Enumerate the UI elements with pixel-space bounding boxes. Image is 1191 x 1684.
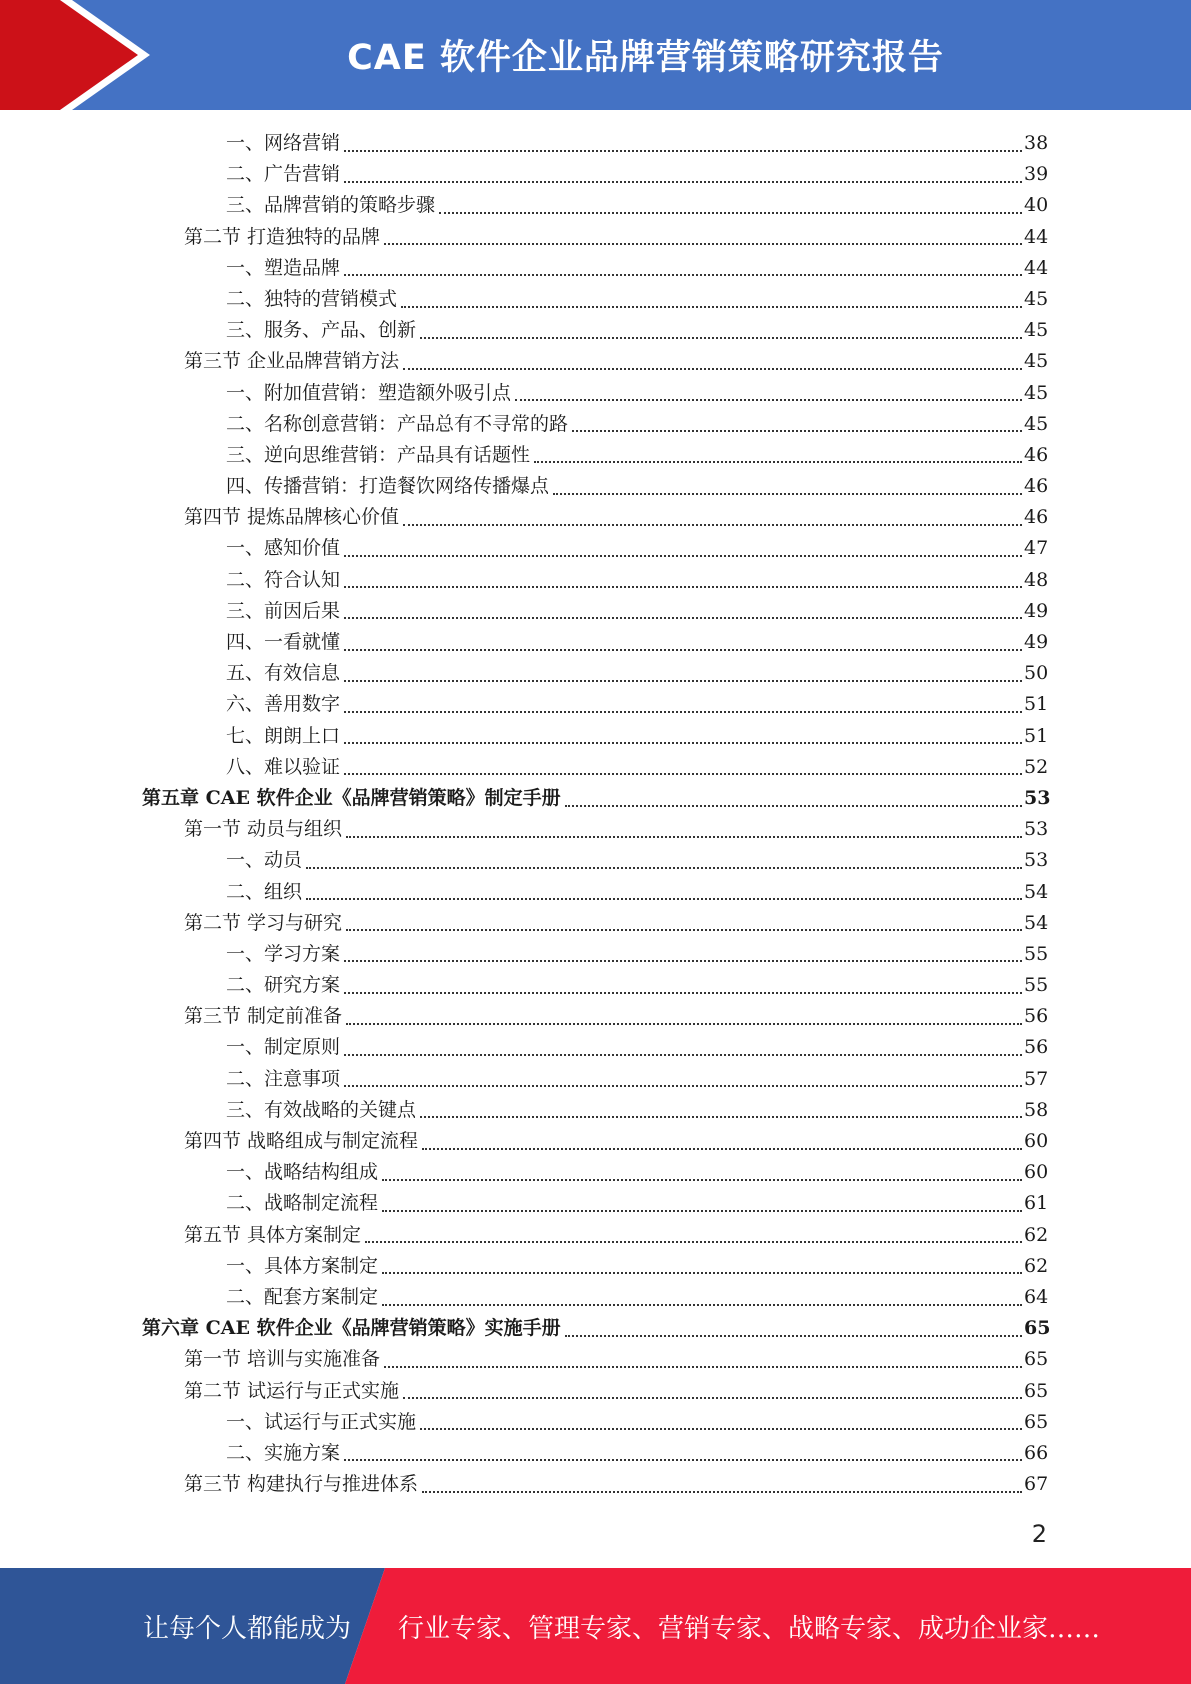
toc-dot-leader <box>384 243 1022 245</box>
toc-entry-label: 二、配套方案制定 <box>226 1285 379 1308</box>
toc-entry-label: 三、逆向思维营销：产品具有话题性 <box>226 443 531 466</box>
toc-entry-page: 60 <box>1024 1161 1049 1184</box>
toc-section-entry[interactable] <box>0 346 1191 377</box>
toc-dot-leader <box>344 1054 1022 1056</box>
toc-entry-label: 二、名称创意营销：产品总有不寻常的路 <box>226 412 569 435</box>
toc-subsection-entry[interactable] <box>0 1095 1191 1126</box>
toc-subsection-entry[interactable] <box>0 658 1191 689</box>
toc-entry-label: 二、组织 <box>226 880 303 903</box>
toc-entry-label: 一、制定原则 <box>226 1036 341 1059</box>
toc-dot-leader <box>344 586 1022 588</box>
toc-entry-label: 二、独特的营销模式 <box>226 287 398 310</box>
toc-entry-page: 67 <box>1024 1473 1049 1496</box>
toc-subsection-entry[interactable] <box>0 1188 1191 1219</box>
toc-entry-label: 二、符合认知 <box>226 568 341 591</box>
toc-dot-leader <box>422 1148 1022 1150</box>
toc-dot-leader <box>365 1241 1022 1243</box>
toc-entry-label: 一、学习方案 <box>226 942 341 965</box>
toc-entry-page: 48 <box>1024 568 1049 591</box>
toc-dot-leader <box>346 929 1022 931</box>
toc-entry-page: 44 <box>1024 256 1049 279</box>
toc-entry-label: 二、广告营销 <box>226 163 341 186</box>
header-banner <box>0 0 1191 110</box>
toc-dot-leader <box>344 617 1022 619</box>
toc-dot-leader <box>346 836 1022 838</box>
toc-dot-leader <box>344 680 1022 682</box>
toc-entry-label: 第一节 动员与组织 <box>184 818 343 841</box>
toc-entry-page: 38 <box>1024 132 1049 154</box>
table-of-contents <box>0 128 1191 1500</box>
header-chevron-decoration <box>0 0 160 110</box>
toc-entry-page: 50 <box>1024 662 1049 685</box>
toc-entry-page: 49 <box>1024 631 1049 653</box>
toc-entry-page: 53 <box>1024 818 1049 841</box>
toc-dot-leader <box>306 898 1022 900</box>
toc-section-entry[interactable] <box>0 1344 1191 1375</box>
toc-entry-label: 一、附加值营销：塑造额外吸引点 <box>226 381 512 404</box>
toc-dot-leader <box>572 430 1022 432</box>
toc-entry-page: 55 <box>1024 974 1049 997</box>
toc-dot-leader <box>420 1116 1022 1118</box>
toc-entry-page: 64 <box>1024 1285 1049 1308</box>
toc-subsection-entry[interactable] <box>0 378 1191 409</box>
toc-entry-page: 45 <box>1024 287 1049 310</box>
toc-entry-label: 第三节 构建执行与推进体系 <box>184 1473 419 1496</box>
toc-dot-leader <box>384 1366 1022 1368</box>
toc-dot-leader <box>403 524 1022 526</box>
toc-entry-page: 51 <box>1024 693 1049 716</box>
toc-subsection-entry[interactable] <box>0 1064 1191 1095</box>
toc-entry-page: 62 <box>1024 1254 1049 1277</box>
toc-entry-label: 四、传播营销：打造餐饮网络传播爆点 <box>226 475 550 498</box>
toc-subsection-entry[interactable] <box>0 689 1191 720</box>
toc-entry-label: 第六章 CAE 软件企业《品牌营销策略》实施手册 <box>142 1317 561 1340</box>
toc-section-entry[interactable] <box>0 1126 1191 1157</box>
toc-dot-leader <box>553 493 1022 495</box>
toc-entry-label: 二、研究方案 <box>226 974 341 997</box>
toc-dot-leader <box>344 649 1022 651</box>
footer-slogan-left: 让每个人都能成为 <box>143 1613 352 1644</box>
toc-entry-page: 60 <box>1024 1130 1049 1152</box>
toc-section-entry[interactable] <box>0 814 1191 845</box>
footer-banner <box>0 1568 1191 1684</box>
toc-section-entry[interactable] <box>0 908 1191 939</box>
toc-entry-label: 第二节 学习与研究 <box>184 911 343 934</box>
toc-subsection-entry[interactable] <box>0 315 1191 346</box>
toc-entry-page: 65 <box>1024 1317 1051 1340</box>
toc-dot-leader <box>382 1179 1022 1181</box>
toc-entry-label: 第四节 提炼品牌核心价值 <box>184 506 400 529</box>
toc-entry-page: 61 <box>1024 1192 1049 1215</box>
toc-entry-page: 65 <box>1024 1348 1049 1371</box>
toc-entry-label: 三、服务、产品、创新 <box>226 319 417 342</box>
toc-entry-label: 八、难以验证 <box>226 755 341 778</box>
toc-entry-page: 39 <box>1024 163 1049 186</box>
toc-entry-label: 三、品牌营销的策略步骤 <box>226 194 436 217</box>
toc-entry-label: 六、善用数字 <box>226 693 341 716</box>
toc-subsection-entry[interactable] <box>0 752 1191 783</box>
toc-subsection-entry[interactable] <box>0 596 1191 627</box>
toc-subsection-entry[interactable] <box>0 1438 1191 1469</box>
toc-dot-leader <box>403 1397 1022 1399</box>
toc-entry-page: 54 <box>1024 880 1049 903</box>
toc-dot-leader <box>403 368 1022 370</box>
toc-entry-label: 一、感知价值 <box>226 537 341 560</box>
toc-chapter-entry[interactable] <box>0 1313 1191 1344</box>
toc-dot-leader <box>306 867 1022 869</box>
toc-dot-leader <box>344 992 1022 994</box>
toc-entry-label: 一、具体方案制定 <box>226 1254 379 1277</box>
toc-entry-label: 一、试运行与正式实施 <box>226 1410 417 1433</box>
toc-entry-page: 53 <box>1024 849 1049 872</box>
toc-subsection-entry[interactable] <box>0 440 1191 471</box>
toc-chapter-entry[interactable] <box>0 783 1191 814</box>
toc-entry-page: 66 <box>1024 1441 1049 1464</box>
toc-subsection-entry[interactable] <box>0 409 1191 440</box>
toc-dot-leader <box>420 337 1022 339</box>
toc-entry-page: 65 <box>1024 1379 1049 1402</box>
toc-dot-leader <box>382 1272 1022 1274</box>
toc-entry-label: 二、战略制定流程 <box>226 1192 379 1215</box>
toc-entry-page: 51 <box>1024 724 1049 747</box>
toc-entry-label: 三、有效战略的关键点 <box>226 1098 417 1121</box>
toc-subsection-entry[interactable] <box>0 284 1191 315</box>
toc-subsection-entry[interactable] <box>0 565 1191 596</box>
toc-dot-leader <box>534 461 1022 463</box>
toc-entry-label: 一、动员 <box>226 849 303 872</box>
toc-subsection-entry[interactable] <box>0 970 1191 1001</box>
toc-entry-page: 58 <box>1024 1098 1049 1121</box>
toc-subsection-entry[interactable] <box>0 190 1191 221</box>
toc-dot-leader <box>344 150 1022 152</box>
toc-dot-leader <box>515 399 1022 401</box>
toc-entry-page: 45 <box>1024 350 1049 373</box>
toc-entry-label: 第三节 企业品牌营销方法 <box>184 350 400 373</box>
toc-subsection-entry[interactable] <box>0 253 1191 284</box>
toc-entry-label: 四、一看就懂 <box>226 631 341 653</box>
toc-entry-label: 一、塑造品牌 <box>226 256 341 279</box>
toc-entry-label: 三、前因后果 <box>226 599 341 622</box>
toc-subsection-entry[interactable] <box>0 128 1191 159</box>
toc-entry-label: 二、实施方案 <box>226 1441 341 1464</box>
toc-entry-page: 56 <box>1024 1005 1049 1028</box>
toc-entry-page: 49 <box>1024 599 1049 622</box>
toc-section-entry[interactable] <box>0 1220 1191 1251</box>
toc-entry-label: 一、网络营销 <box>226 132 341 154</box>
toc-dot-leader <box>344 742 1022 744</box>
toc-section-entry[interactable] <box>0 502 1191 533</box>
toc-entry-page: 45 <box>1024 381 1049 404</box>
toc-dot-leader <box>344 1459 1022 1461</box>
toc-section-entry[interactable] <box>0 222 1191 253</box>
toc-entry-page: 57 <box>1024 1067 1049 1090</box>
page-number: 2 <box>1031 1520 1047 1548</box>
toc-entry-page: 47 <box>1024 537 1049 560</box>
toc-entry-label: 第一节 培训与实施准备 <box>184 1348 381 1371</box>
toc-subsection-entry[interactable] <box>0 471 1191 502</box>
toc-entry-label: 第二节 试运行与正式实施 <box>184 1379 400 1402</box>
toc-subsection-entry[interactable] <box>0 1032 1191 1063</box>
toc-dot-leader <box>344 1085 1022 1087</box>
toc-entry-label: 五、有效信息 <box>226 662 341 685</box>
toc-dot-leader <box>439 212 1022 214</box>
toc-dot-leader <box>344 960 1022 962</box>
toc-subsection-entry[interactable] <box>0 627 1191 658</box>
toc-dot-leader <box>420 1428 1022 1430</box>
toc-entry-page: 54 <box>1024 911 1049 934</box>
toc-section-entry[interactable] <box>0 1376 1191 1407</box>
toc-subsection-entry[interactable] <box>0 533 1191 564</box>
toc-dot-leader <box>565 805 1022 807</box>
toc-subsection-entry[interactable] <box>0 1251 1191 1282</box>
document-title: CAE 软件企业品牌营销策略研究报告 <box>347 38 944 78</box>
toc-subsection-entry[interactable] <box>0 877 1191 908</box>
toc-entry-label: 七、朗朗上口 <box>226 724 341 747</box>
footer-slogan-right: 行业专家、管理专家、营销专家、战略专家、成功企业家…… <box>398 1613 1101 1644</box>
toc-entry-page: 45 <box>1024 412 1049 435</box>
toc-entry-label: 第三节 制定前准备 <box>184 1005 343 1028</box>
toc-subsection-entry[interactable] <box>0 721 1191 752</box>
toc-subsection-entry[interactable] <box>0 1157 1191 1188</box>
toc-dot-leader <box>344 773 1022 775</box>
toc-dot-leader <box>382 1210 1022 1212</box>
toc-entry-page: 40 <box>1024 194 1049 217</box>
toc-dot-leader <box>344 555 1022 557</box>
toc-section-entry[interactable] <box>0 1001 1191 1032</box>
toc-dot-leader <box>422 1491 1022 1493</box>
toc-entry-page: 44 <box>1024 225 1049 248</box>
toc-dot-leader <box>382 1304 1022 1306</box>
toc-entry-page: 65 <box>1024 1410 1049 1433</box>
toc-subsection-entry[interactable] <box>0 1282 1191 1313</box>
toc-entry-page: 45 <box>1024 319 1049 342</box>
toc-entry-page: 56 <box>1024 1036 1049 1059</box>
toc-entry-label: 二、注意事项 <box>226 1067 341 1090</box>
toc-entry-label: 一、战略结构组成 <box>226 1161 379 1184</box>
toc-subsection-entry[interactable] <box>0 1407 1191 1438</box>
toc-section-entry[interactable] <box>0 1469 1191 1500</box>
toc-entry-page: 46 <box>1024 506 1049 529</box>
toc-entry-page: 62 <box>1024 1223 1049 1246</box>
toc-entry-label: 第二节 打造独特的品牌 <box>184 225 381 248</box>
toc-entry-label: 第四节 战略组成与制定流程 <box>184 1130 419 1152</box>
toc-subsection-entry[interactable] <box>0 845 1191 876</box>
toc-dot-leader <box>346 1023 1022 1025</box>
toc-dot-leader <box>565 1335 1022 1337</box>
toc-entry-page: 46 <box>1024 443 1049 466</box>
toc-subsection-entry[interactable] <box>0 159 1191 190</box>
toc-dot-leader <box>344 274 1022 276</box>
toc-entry-label: 第五章 CAE 软件企业《品牌营销策略》制定手册 <box>142 786 561 809</box>
toc-entry-page: 55 <box>1024 942 1049 965</box>
toc-subsection-entry[interactable] <box>0 939 1191 970</box>
toc-dot-leader <box>344 711 1022 713</box>
toc-entry-label: 第五节 具体方案制定 <box>184 1223 362 1246</box>
toc-entry-page: 46 <box>1024 475 1049 498</box>
toc-entry-page: 53 <box>1024 786 1051 809</box>
toc-dot-leader <box>344 181 1022 183</box>
toc-entry-page: 52 <box>1024 755 1049 778</box>
toc-dot-leader <box>401 306 1022 308</box>
